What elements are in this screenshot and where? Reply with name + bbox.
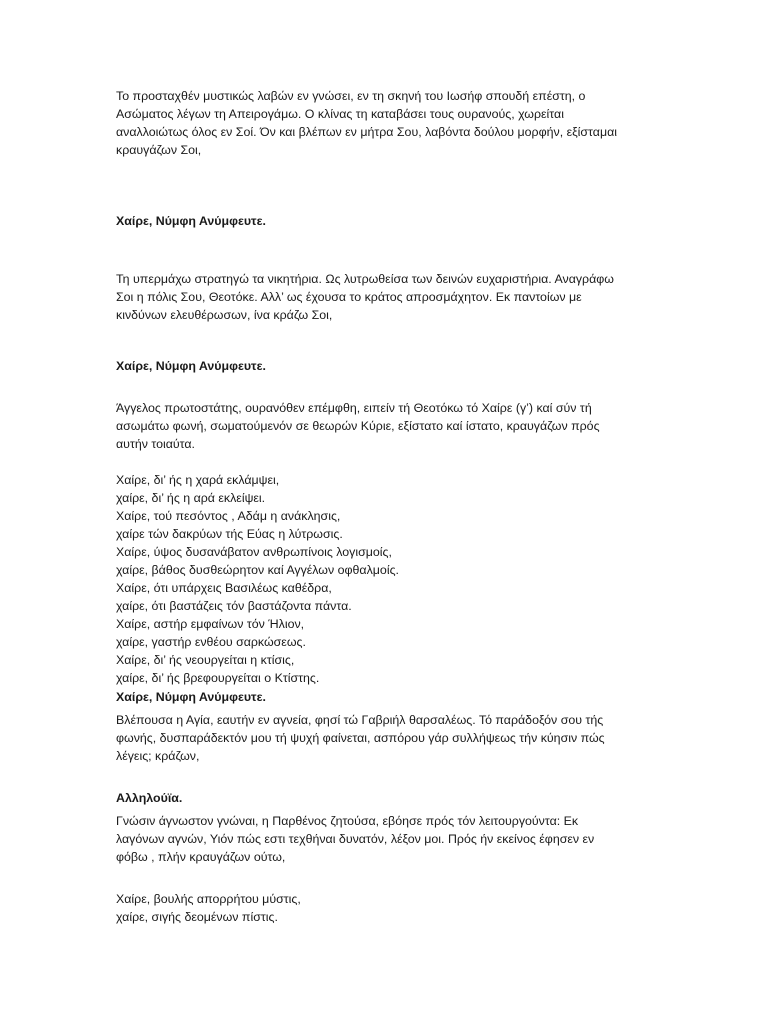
verse-line: Χαίρε, βουλής απορρήτου μύστις, [116, 892, 301, 906]
verse-line: Χαίρε, δι’ ής η χαρά εκλάμψει, [116, 473, 280, 487]
document-page [116, 87, 652, 926]
verse-line: Χαίρε, δι’ ής νεουργείται η κτίσις, [116, 653, 295, 667]
refrain-1: Χαίρε, Νύμφη Ανύμφευτε. [116, 214, 266, 228]
verse-block-1 [116, 471, 652, 687]
verse-line: χαίρε, ότι βαστάζεις τόν βαστάζοντα πάντα. [116, 599, 352, 613]
verse-line: χαίρε, βάθος δυσθεώρητον καί Αγγέλων οφθαλμοίς. [116, 563, 399, 577]
verse-line: χαίρε, δι’ ής η αρά εκλείψει. [116, 491, 266, 505]
verse-block-2 [116, 890, 652, 926]
verse-line: Χαίρε, τού πεσόντος , Αδάμ η ανάκλησις, [116, 509, 341, 523]
paragraph-5: Γνώσιν άγνωστον γνώναι, η Παρθένος ζητούσα, εβόησε πρός τόν λειτουργούντα: Εκ λαγόνων αγνών, Υιόν πώς εστι τεχθήναι δυνατόν, λέξον μοι. Πρός ήν εκείνος έφησεν εν φόβω , πλήν κραυγάζων ούτω, [116, 814, 595, 864]
verse-line: χαίρε, γαστήρ ενθέου σαρκώσεως. [116, 635, 306, 649]
verse-line: Χαίρε, ότι υπάρχεις Βασιλέως καθέδρα, [116, 581, 332, 595]
verse-line: Χαίρε, αστήρ εμφαίνων τόν Ήλιον, [116, 617, 305, 631]
verse-line: χαίρε, σιγής δεομένων πίστις. [116, 910, 278, 924]
verse-line: χαίρε, δι’ ής βρεφουργείται ο Κτίστης. [116, 671, 320, 685]
paragraph-3: Άγγελος πρωτοστάτης, ουρανόθεν επέμφθη, ειπείν τή Θεοτόκω τό Χαίρε (γ’) καί σύν τή ασωμάτω φωνή, σωματούμενόν σε θεωρών Κύριε, εξίστατο καί ίστατο, κραυγάζων πρός αυτήν τοιαύτα. [116, 401, 600, 451]
refrain-2: Χαίρε, Νύμφη Ανύμφευτε. [116, 359, 266, 373]
paragraph-1: Το προσταχθέν μυστικώς λαβών εν γνώσει, εν τη σκηνή του Ιωσήφ σπουδή επέστη, ο Ασώματος λέγων τη Απειρογάμω. Ο κλίνας τη καταβάσει τους ουρανούς, χωρείται αναλλοιώτως όλος εν Σοί. Όν και βλέπων εν μήτρα Σου, λαβόντα δούλου μορφήν, εξίσταμαι κραυγάζων Σοι, [116, 89, 617, 157]
paragraph-4: Βλέπουσα η Αγία, εαυτήν εν αγνεία, φησί τώ Γαβριήλ θαρσαλέως. Τό παράδοξόν σου τής φωνής, δυσπαράδεκτόν μου τή ψυχή φαίνεται, ασπόρου γάρ συλλήψεως τήν κύησιν πώς λέγεις; κράζων, [116, 713, 605, 763]
verse-line: Χαίρε, ύψος δυσανάβατον ανθρωπίνοις λογισμοίς, [116, 545, 392, 559]
paragraph-2: Τη υπερμάχω στρατηγώ τα νικητήρια. Ως λυτρωθείσα των δεινών ευχαριστήρια. Αναγράφω Σοι η πόλις Σου, Θεοτόκε. Αλλ’ ως έχουσα το κράτος απροσμάχητον. Εκ παντοίων με κινδύνων ελευθέρωσων, ίνα κράζω Σοι, [116, 272, 614, 322]
refrain-3: Χαίρε, Νύμφη Ανύμφευτε. [116, 690, 266, 704]
verse-line: χαίρε τών δακρύων τής Εύας η λύτρωσις. [116, 527, 343, 541]
refrain-4: Αλληλούϊα. [116, 791, 183, 805]
